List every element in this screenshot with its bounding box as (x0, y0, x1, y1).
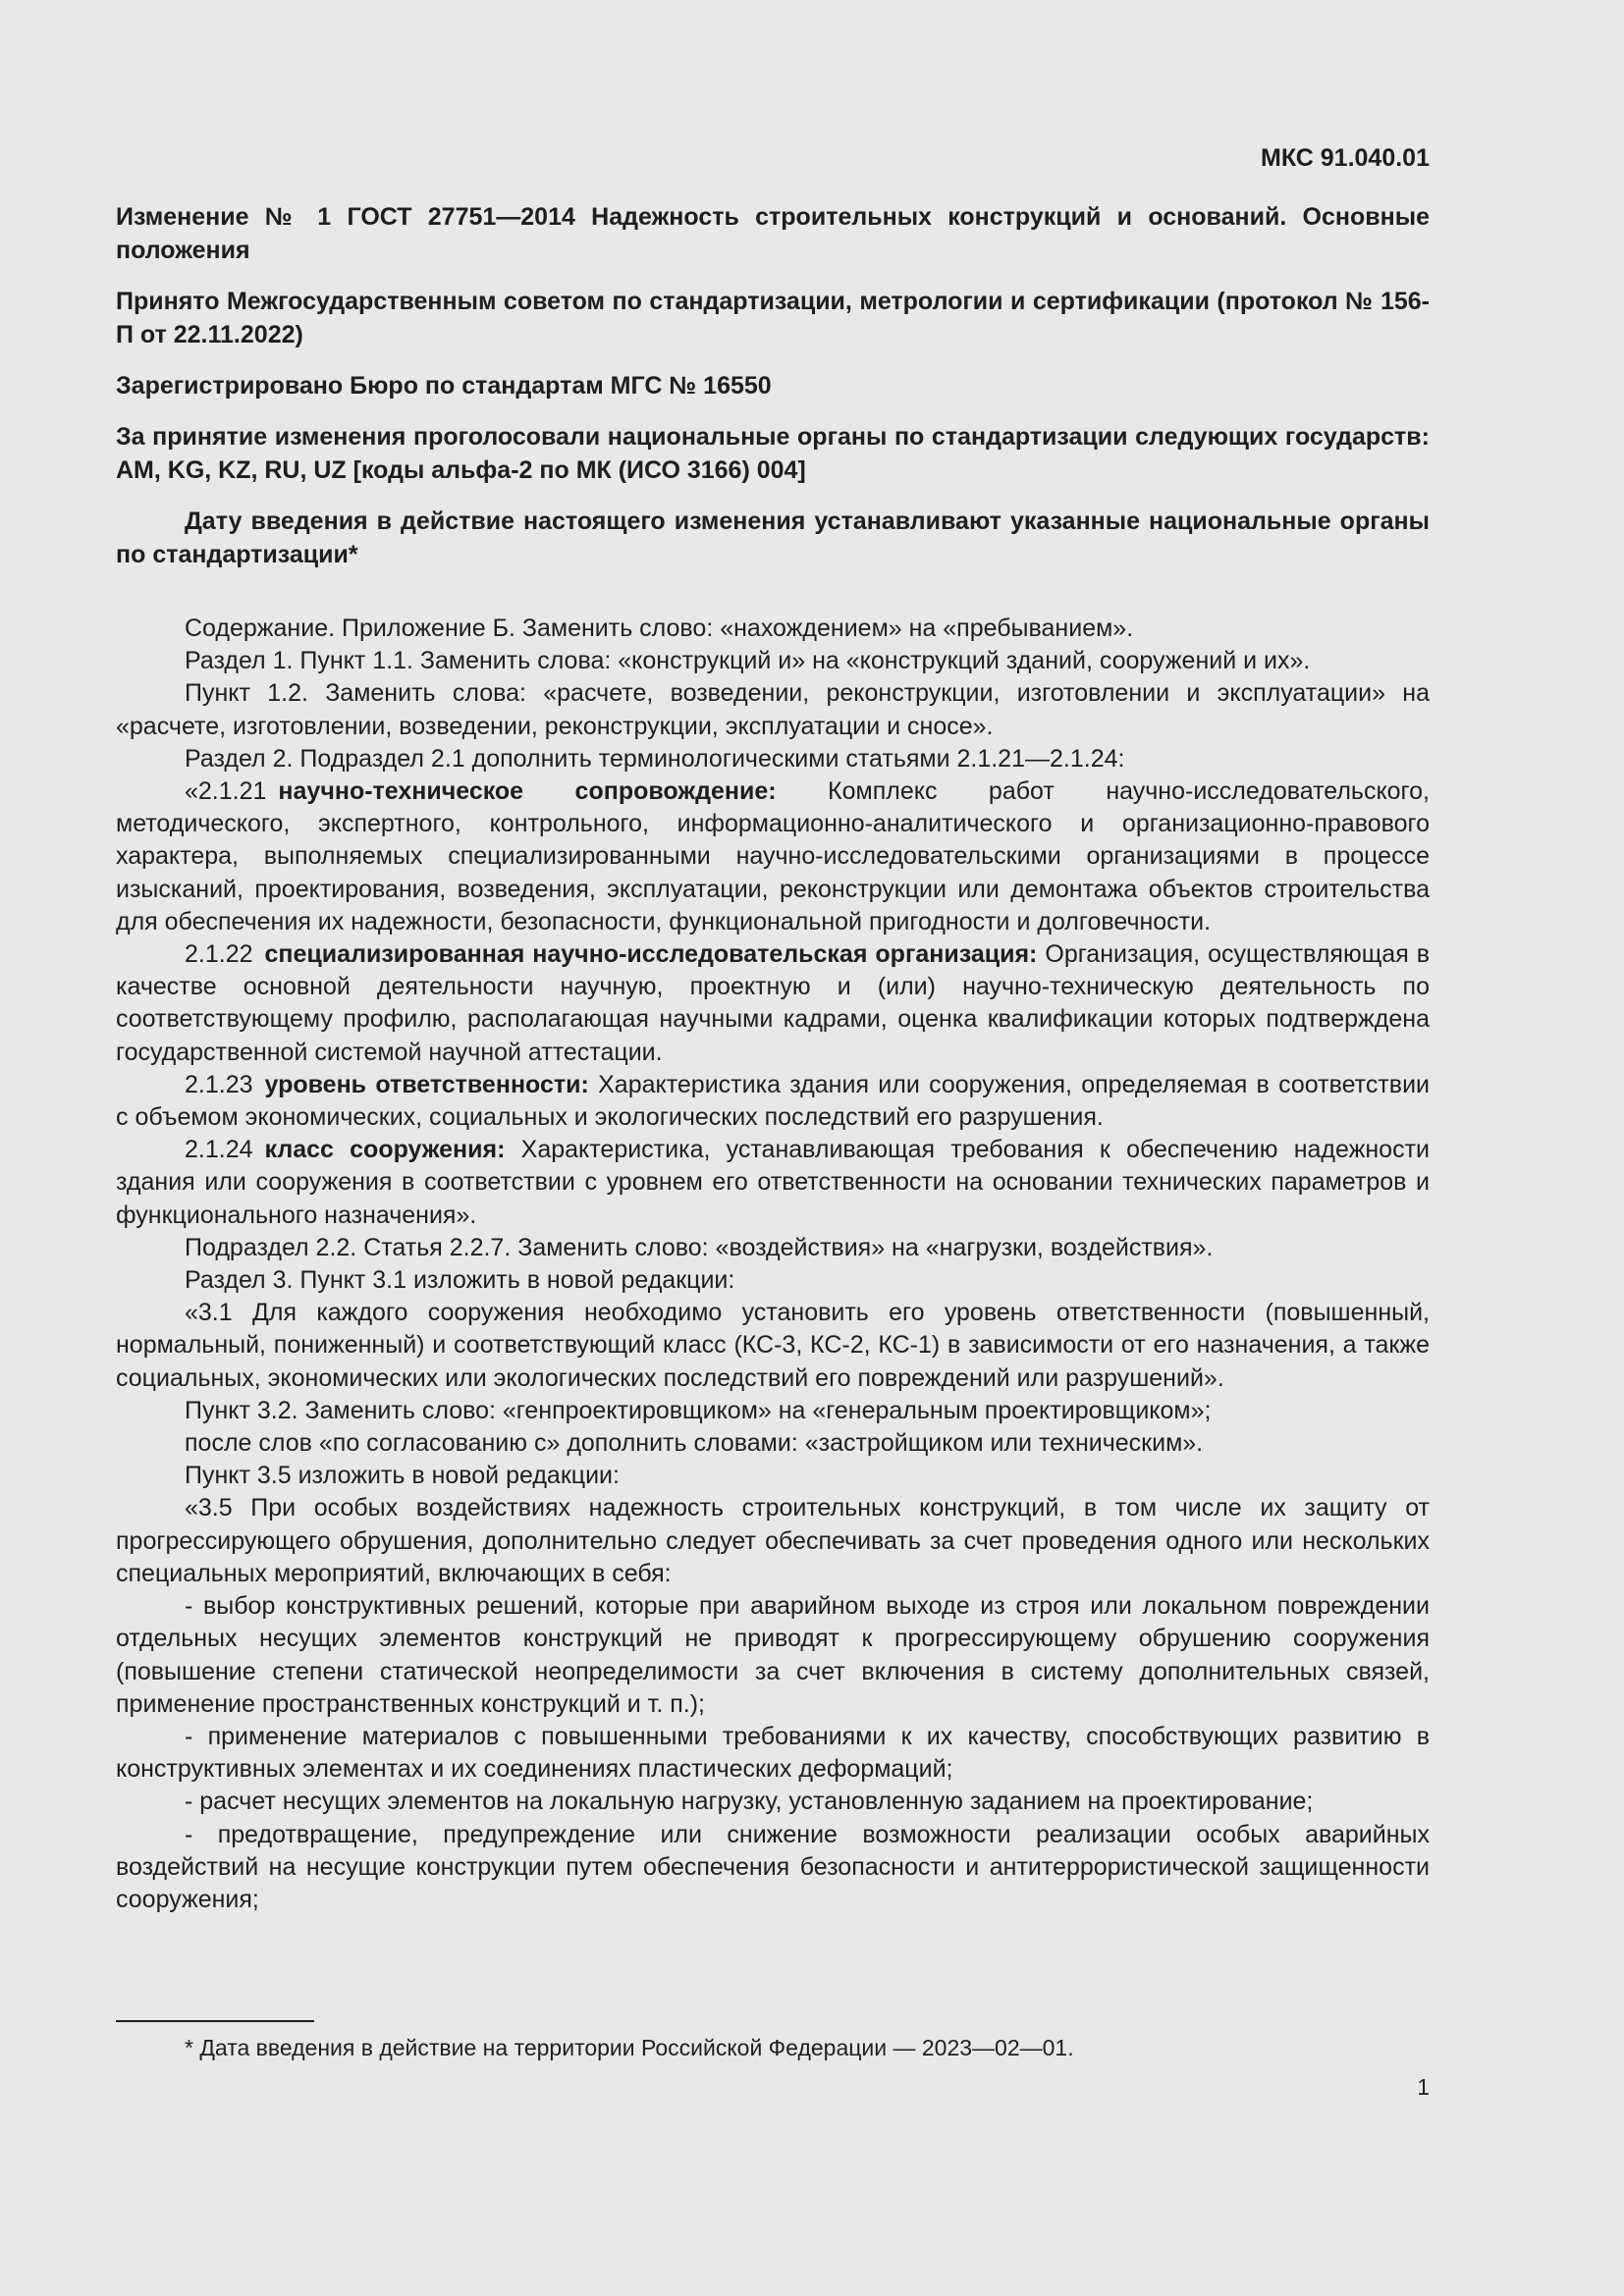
adopted-statement: Принято Межгосударственным советом по стандартизации, метрологии и сертификации (протокол № 156-П от 22.11.2022) (116, 288, 1430, 348)
term-definition: Характеристика здания или сооружения, определяемая в соответствии с объемом экономических, социальных и экологических последствий его разрушения. (116, 1070, 1431, 1132)
mks-code: МКС 91.040.01 (1261, 144, 1430, 172)
paragraph: Подраздел 2.2. Статья 2.2.7. Заменить слово: «воздействия» на «нагрузки, воздействия». (185, 1233, 1214, 1261)
term-2-1-23 (116, 1069, 1430, 1134)
paragraph: после слов «по согласованию с» дополнить словами: «застройщиком или техническим». (185, 1429, 1204, 1458)
list-item: - применение материалов с повышенными требованиями к их качеству, способствующих развитию в конструктивных элементах и их соединениях пластических деформаций; (116, 1722, 1430, 1784)
term-number: 2.1.24 (185, 1136, 253, 1164)
paragraph: Пункт 3.5 изложить в новой редакции: (185, 1462, 620, 1490)
term-name: уровень ответственности: (264, 1070, 589, 1098)
term-2-1-22 (116, 938, 1430, 1069)
term-number: «2.1.21 (185, 777, 267, 806)
paragraph: Пункт 1.2. Заменить слова: «расчете, возведении, реконструкции, изготовлении и эксплуатации» на «расчете, изготовлении, возведении, реконструкции, эксплуатации и сносе». (116, 679, 1430, 740)
registration-statement: Зарегистрировано Бюро по стандартам МГС № 16550 (116, 372, 772, 400)
voting-statement: За принятие изменения проголосовали национальные органы по стандартизации следующих государств: AM, KG, KZ, RU, UZ [коды альфа-2 по МК (ИСО 3166) 004] (116, 423, 1430, 484)
paragraph: «3.1 Для каждого сооружения необходимо установить его уровень ответственности (повышенный, нормальный, пониженный) и соответствующий класс (КС-3, КС-2, КС-1) в зависимости от его назначения, а также социальных, экономических или экологических последствий его повреждений или разрушений». (116, 1299, 1430, 1392)
amendment-title: Изменение № 1 ГОСТ 27751—2014 Надежность строительных конструкций и оснований. Основные положения (116, 203, 1430, 264)
effective-date-statement: Дату введения в действие настоящего изменения устанавливают указанные национальные органы по стандартизации* (116, 507, 1430, 568)
list-item: - выбор конструктивных решений, которые при аварийном выходе из строя или локальном повреждении отдельных несущих элементов конструкций не приводят к прогрессирующему обрушению сооружения (повышение степени статической неопределимости за счет включения в систему дополнительных связей, применение пространственных конструкций и т. п.); (116, 1592, 1430, 1718)
term-2-1-21 (116, 775, 1430, 938)
term-name: научно-техническое сопровождение: (278, 777, 777, 806)
term-number: 2.1.23 (185, 1070, 253, 1098)
footnote-separator (116, 2020, 314, 2022)
amendment-body (116, 613, 1430, 1916)
page-number: 1 (1417, 2074, 1430, 2100)
paragraph: Пункт 3.2. Заменить слово: «генпроектировщиком» на «генеральным проектировщиком»; (185, 1396, 1212, 1424)
document-content (116, 143, 1430, 1916)
list-item: - расчет несущих элементов на локальную нагрузку, установленную заданием на проектирование; (185, 1788, 1314, 1816)
term-name: специализированная научно-исследовательская организация: (264, 940, 1038, 969)
term-name: класс сооружения: (264, 1136, 506, 1164)
paragraph: Раздел 1. Пункт 1.1. Заменить слова: «конструкций и» на «конструкций зданий, сооружений и их». (185, 647, 1311, 675)
term-2-1-24 (116, 1134, 1430, 1232)
list-item: - предотвращение, предупреждение или снижение возможности реализации особых аварийных воздействий на несущие конструкции путем обеспечения безопасности и антитеррористической защищенности сооружения; (116, 1820, 1430, 1913)
paragraph: Раздел 2. Подраздел 2.1 дополнить терминологическими статьями 2.1.21—2.1.24: (185, 744, 1125, 773)
paragraph: Раздел 3. Пункт 3.1 изложить в новой редакции: (185, 1266, 735, 1295)
paragraph: Содержание. Приложение Б. Заменить слово: «нахождением» на «пребыванием». (185, 614, 1134, 642)
term-definition: Комплекс работ научно-исследовательского, методического, экспертного, контрольного, информационно-аналитического и организационно-правового характера, выполняемых специализированными научно-исследовательскими организациями в процессе изысканий, проектирования, возведения, эксплуатации, реконструкции или демонтажа объектов строительства для обеспечения их надежности, безопасности, функциональной пригодности и долговечности. (116, 777, 1430, 935)
term-definition: Характеристика, устанавливающая требования к обеспечению надежности здания или сооружения в соответствии с уровнем его ответственности на основании технических параметров и функционального назначения». (116, 1136, 1430, 1229)
term-number: 2.1.22 (185, 940, 253, 969)
paragraph: «3.5 При особых воздействиях надежность строительных конструкций, в том числе их защиту от прогрессирующего обрушения, дополнительно следует обеспечивать за счет проведения одного или нескольких специальных мероприятий, включающих в себя: (116, 1494, 1430, 1587)
term-definition: Организация, осуществляющая в качестве основной деятельности научную, проектную и (или) научно-техническую деятельность по соответствующему профилю, располагающая научными кадрами, оценка квалификации которых подтверждена государственной системой научной аттестации. (116, 940, 1430, 1066)
footnote: * Дата введения в действие на территории Российской Федерации — 2023—02—01. (185, 2035, 1074, 2060)
